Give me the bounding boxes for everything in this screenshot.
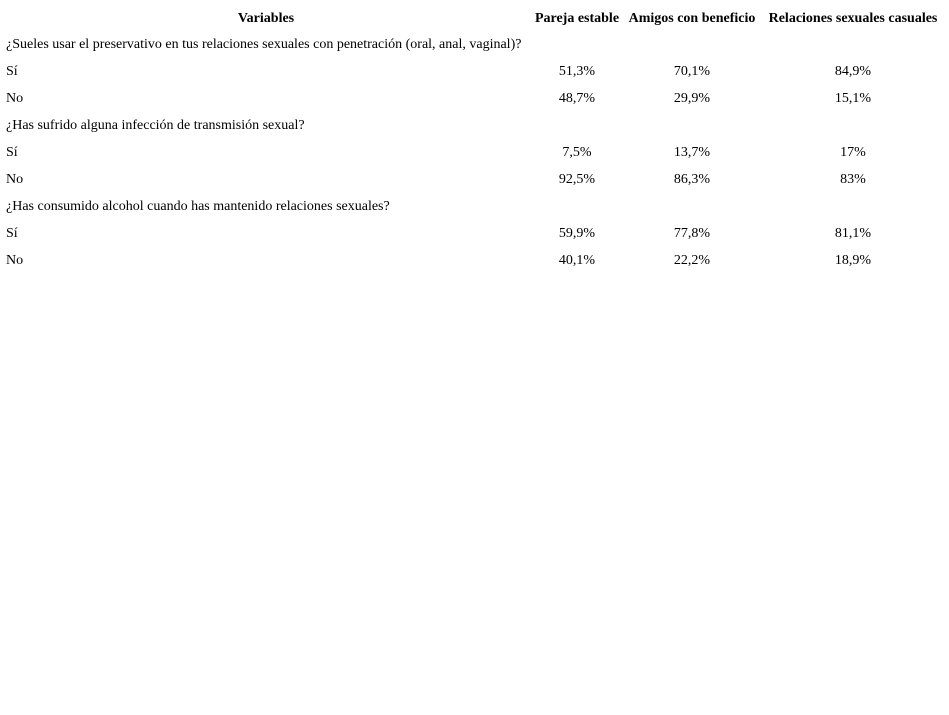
cell-value: 15,1% [834,90,872,106]
cell-value: 22,2% [673,252,711,268]
question-row [2,31,946,58]
cell-value: 81,1% [834,225,872,241]
header-pareja-estable: Pareja estable [534,10,620,26]
cell-value: 70,1% [673,63,711,79]
header-row [2,6,946,31]
cell-value: 48,7% [558,90,596,106]
question-alcohol: ¿Has consumido alcohol cuando has mantenido relaciones sexuales? [6,198,390,214]
cell-value: 84,9% [834,63,872,79]
header-variables: Variables [237,10,295,26]
cell-value: 77,8% [673,225,711,241]
row-label: No [6,171,24,187]
question-sti: ¿Has sufrido alguna infección de transmisión sexual? [6,117,305,133]
question-row [2,193,946,220]
cell-value: 86,3% [673,171,711,187]
cell-value: 59,9% [558,225,596,241]
cell-value: 7,5% [562,144,592,160]
cell-value: 40,1% [558,252,596,268]
cell-value: 29,9% [673,90,711,106]
cell-value: 17% [840,144,866,160]
question-row [2,112,946,139]
table-row [2,220,946,247]
table-row [2,139,946,166]
cell-value: 92,5% [558,171,596,187]
cell-value: 18,9% [834,252,872,268]
row-label: Sí [6,225,18,241]
table-row [2,58,946,85]
cell-value: 51,3% [558,63,596,79]
header-amigos-con-beneficio: Amigos con beneficio [628,10,756,26]
header-relaciones-casuales: Relaciones sexuales casuales [768,10,938,26]
row-label: No [6,90,24,106]
cell-value: 83% [840,171,866,187]
table-row [2,85,946,112]
table-row [2,247,946,274]
row-label: No [6,252,24,268]
row-label: Sí [6,63,18,79]
cell-value: 13,7% [673,144,711,160]
results-table [2,6,946,274]
table-row [2,166,946,193]
question-condom-use: ¿Sueles usar el preservativo en tus relaciones sexuales con penetración (oral, anal, vaginal)? [6,36,522,52]
row-label: Sí [6,144,18,160]
